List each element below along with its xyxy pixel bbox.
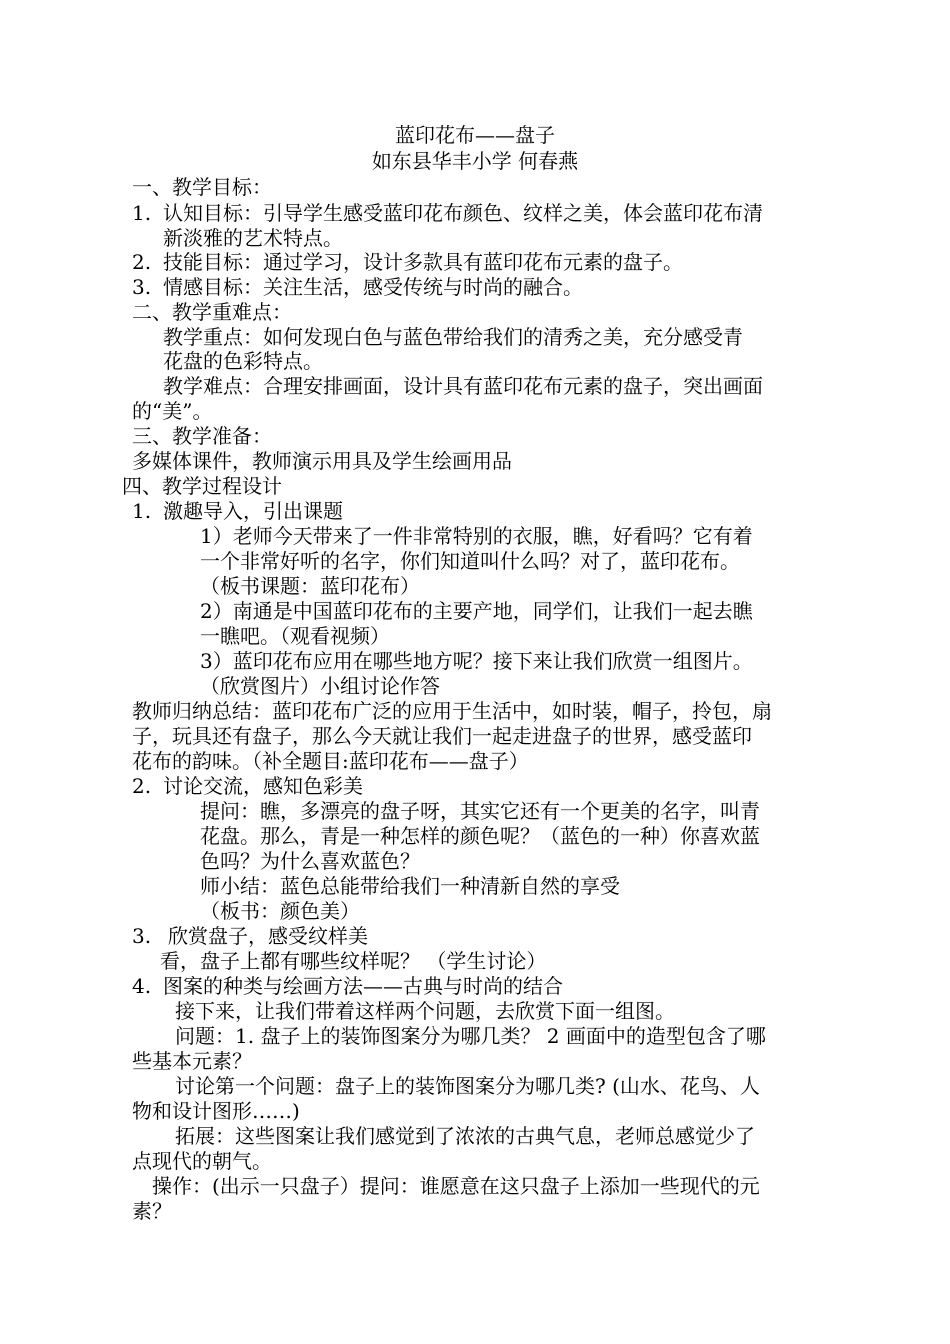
key-point-line: 花盘的色彩特点。 [163,349,323,373]
section-heading-process: 四、教学过程设计 [122,474,282,498]
list-number: 3. [132,275,152,299]
step-line: 2）南通是中国蓝印花布的主要产地，同学们，让我们一起去瞧 [200,599,753,623]
step-line: 些基本元素？ [132,1049,252,1073]
objective-cognitive-line: 认知目标：引导学生感受蓝印花布颜色、纹样之美，体会蓝印花布清 [163,201,763,225]
list-number: 2. [132,774,152,798]
key-point-line: 教学重点：如何发现白色与蓝色带给我们的清秀之美，充分感受青 [163,325,743,349]
step-line: （板书：颜色美） [200,899,360,923]
list-number: 4. [132,974,152,998]
step-line: 讨论第一个问题：盘子上的装饰图案分为哪几类? (山水、花鸟、人 [175,1074,760,1098]
list-number: 2. [132,250,152,274]
step-title: 讨论交流，感知色彩美 [163,774,363,798]
step-line: 接下来，让我们带着这样两个问题，去欣赏下面一组图。 [175,999,675,1023]
step-line: 点现代的朝气。 [132,1149,272,1173]
step-line: 1）老师今天带来了一件非常特别的衣服，瞧，好看吗？它有着 [200,524,753,548]
section-heading-key-points: 二、教学重难点： [132,300,292,324]
objective-skill-line: 技能目标：通过学习，设计多款具有蓝印花布元素的盘子。 [163,250,683,274]
step-line: （欣赏图片）小组讨论作答 [200,674,440,698]
step-title: 图案的种类与绘画方法——古典与时尚的结合 [163,974,563,998]
section-heading-objectives: 一、教学目标： [132,175,272,199]
step-title: 激趣导入，引出课题 [163,499,343,523]
step-line: 拓展：这些图案让我们感觉到了浓浓的古典气息，老师总感觉少了 [175,1124,755,1148]
step-line: 看，盘子上都有哪些纹样呢？ （学生讨论） [160,949,547,973]
difficulty-line: 的“美”。 [132,399,213,423]
step-line: 师小结：蓝色总能带给我们一种清新自然的享受 [200,874,620,898]
author-line: 如东县华丰小学 何春燕 [371,149,579,173]
summary-line: 子，玩具还有盘子，那么今天就让我们一起走进盘子的世界，感受蓝印 [132,724,752,748]
section-heading-preparation: 三、教学准备： [132,424,272,448]
list-number: 1. [132,499,152,523]
step-line: 一个非常好听的名字，你们知道叫什么吗？对了，蓝印花布。 [200,549,740,573]
step-line: 3）蓝印花布应用在哪些地方呢？接下来让我们欣赏一组图片。 [200,649,753,673]
summary-line: 教师归纳总结：蓝印花布广泛的应用于生活中，如时装，帽子，拎包，扇 [132,699,772,723]
objective-cognitive-line: 新淡雅的艺术特点。 [163,226,343,250]
summary-line: 花布的韵味。（补全题目:蓝印花布——盘子） [132,749,529,773]
list-number: 1. [132,201,152,225]
list-number: 3. [132,924,152,948]
difficulty-line: 教学难点：合理安排画面，设计具有蓝印花布元素的盘子，突出画面 [163,374,763,398]
step-line: 物和设计图形……) [132,1099,300,1123]
step-line: 素？ [132,1199,172,1223]
step-title: 欣赏盘子，感受纹样美 [168,924,368,948]
preparation-text: 多媒体课件，教师演示用具及学生绘画用品 [132,449,512,473]
step-line: 提问：瞧，多漂亮的盘子呀，其实它还有一个更美的名字，叫青 [200,799,760,823]
step-line: 一瞧吧。（观看视频） [200,624,390,648]
step-line: 问题：1. 盘子上的装饰图案分为哪几类？ 2 画面中的造型包含了哪 [175,1024,766,1048]
step-line: 色吗？为什么喜欢蓝色？ [200,849,420,873]
step-line: 操作：(出示一只盘子）提问：谁愿意在这只盘子上添加一些现代的元 [152,1174,760,1198]
step-line: （板书课题：蓝印花布） [200,574,420,598]
step-line: 花盘。那么，青是一种怎样的颜色呢？（蓝色的一种）你喜欢蓝 [200,824,760,848]
objective-emotion-line: 情感目标：关注生活，感受传统与时尚的融合。 [163,275,583,299]
document-title: 蓝印花布——盘子 [395,123,555,147]
